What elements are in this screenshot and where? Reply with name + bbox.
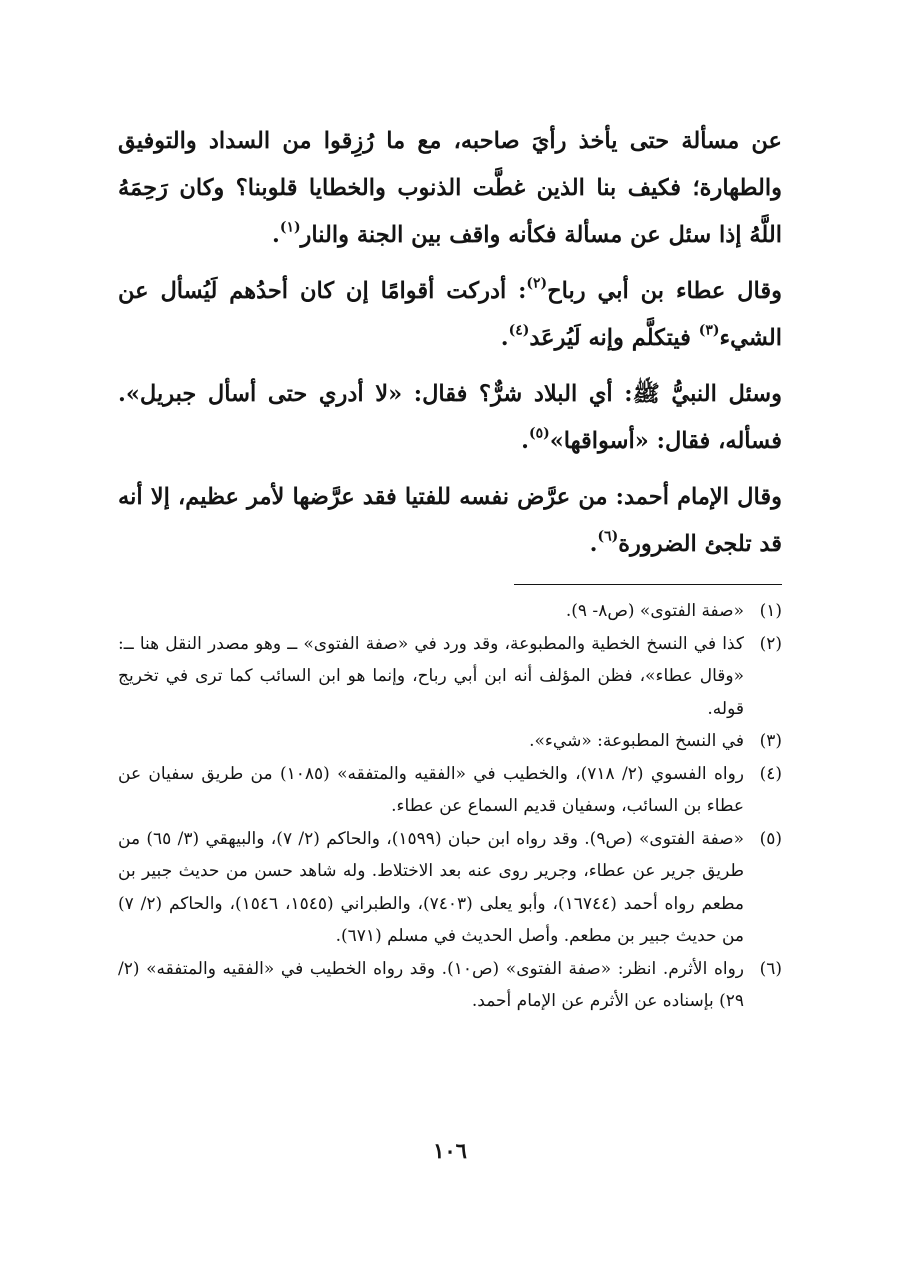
footnote-text: في النسخ المطبوعة: «شيء». — [529, 731, 744, 751]
footnotes — [118, 595, 782, 1018]
text-segment: وقال عطاء بن أبي رباح — [547, 278, 782, 304]
footnote-ref[interactable]: (٤) — [508, 322, 530, 339]
book-page — [118, 118, 782, 1228]
footnote-ref[interactable]: (٥) — [529, 425, 550, 442]
footnote-item — [118, 758, 782, 823]
footnote-ref[interactable]: (٣) — [698, 322, 720, 339]
hadith-quote: «أسواقها» — [549, 428, 649, 454]
footnote-item — [118, 953, 782, 1018]
hadith-quote: «لا أدري حتى أسأل جبريل» — [125, 381, 403, 407]
footnote-number: (٦) — [759, 958, 782, 979]
footnote-text: كذا في النسخ الخطية والمطبوعة، وقد ورد في «صفة الفتوى» ــ وهو مصدر النقل هنا ــ: «وقال عطاء»، فظن المؤلف أنه ابن أبي رباح، وإنما هو ابن السائب كما ترى في تخريج قوله. — [118, 633, 744, 719]
paragraph — [118, 268, 782, 362]
footnote-separator — [514, 584, 782, 585]
text-segment: وقال الإمام أحمد: من عرَّض نفسه للفتيا فقد عرَّضها لأمر عظيم، إلا أنه قد تلجئ الضرورة — [118, 484, 782, 557]
footnote-number: (١) — [759, 601, 782, 621]
footnote-text: «صفة الفتوى» (ص٩). وقد رواه ابن حبان (١٥٩٩)، والحاكم (٢/ ٧)، والبيهقي (٣/ ٦٥) من طريق جرير عن عطاء، وجرير روى عنه بعد الاختلاط. وله شاهد حسن من حديث جبير بن مطعم رواه أحمد (١٦٧٤٤)، وأبو يعلى (٧٤٠٣)، والطبراني (١٥٤٥، ١٥٤٦)، والحاكم (٢/ ٧) من حديث جبير بن مطعم. وأصل الحديث في مسلم (٦٧١). — [118, 828, 745, 946]
paragraph — [118, 118, 782, 259]
footnote-number: (٣) — [759, 731, 782, 751]
text-segment: عن مسألة حتى يأخذ رأيَ صاحبه، مع ما رُزِقوا من السداد والتوفيق والطهارة؛ فكيف بنا الذين غطَّت الذنوب والخطايا قلوبنا؟ وكان رَحِمَهُ اللَّهُ إذا سئل عن مسألة فكأنه واقف بين الجنة والنار — [118, 128, 782, 248]
footnote-ref[interactable]: (٢) — [526, 275, 548, 292]
paragraph — [118, 371, 782, 465]
footnote-ref[interactable]: (٦) — [597, 528, 619, 545]
footnote-number: (٢) — [759, 633, 782, 654]
footnote-number: (٥) — [759, 828, 782, 849]
footnote-text: «صفة الفتوى» (ص٨- ٩). — [565, 601, 744, 621]
footnote-text: رواه الفسوي (٢/ ٧١٨)، والخطيب في «الفقيه والمتفقه» (١٠٨٥) من طريق سفيان عن عطاء بن السائب، وسفيان قديم السماع عن عطاء. — [118, 763, 745, 816]
main-text — [118, 118, 782, 568]
text-segment: . — [500, 325, 509, 351]
text-segment: فيتكلَّم وإنه لَيُرعَد — [529, 325, 699, 351]
text-segment: . — [271, 222, 280, 248]
paragraph — [118, 474, 782, 568]
text-segment: . فسأله، فقال: — [118, 381, 782, 454]
footnote-item — [118, 595, 782, 628]
text-segment: : أدركت أقوامًا إن كان أحدُهم لَيُسأل عن الشيء — [118, 278, 782, 351]
footnote-item — [118, 823, 782, 953]
text-segment: وسئل النبيُّ ﷺ: أي البلاد شرٌّ؟ فقال: — [402, 381, 782, 407]
footnote-text: رواه الأثرم. انظر: «صفة الفتوى» (ص١٠). وقد رواه الخطيب في «الفقيه والمتفقه» (٢/ ٢٩) بإسناده عن الأثرم عن الإمام أحمد. — [118, 958, 744, 1011]
footnote-number: (٤) — [759, 763, 782, 784]
page-number: ١٠٦ — [433, 1138, 467, 1163]
footnote-ref[interactable]: (١) — [279, 219, 301, 236]
text-segment: . — [521, 428, 529, 454]
text-segment: . — [589, 531, 598, 557]
footnote-item — [118, 725, 782, 758]
footnote-item — [118, 628, 782, 726]
